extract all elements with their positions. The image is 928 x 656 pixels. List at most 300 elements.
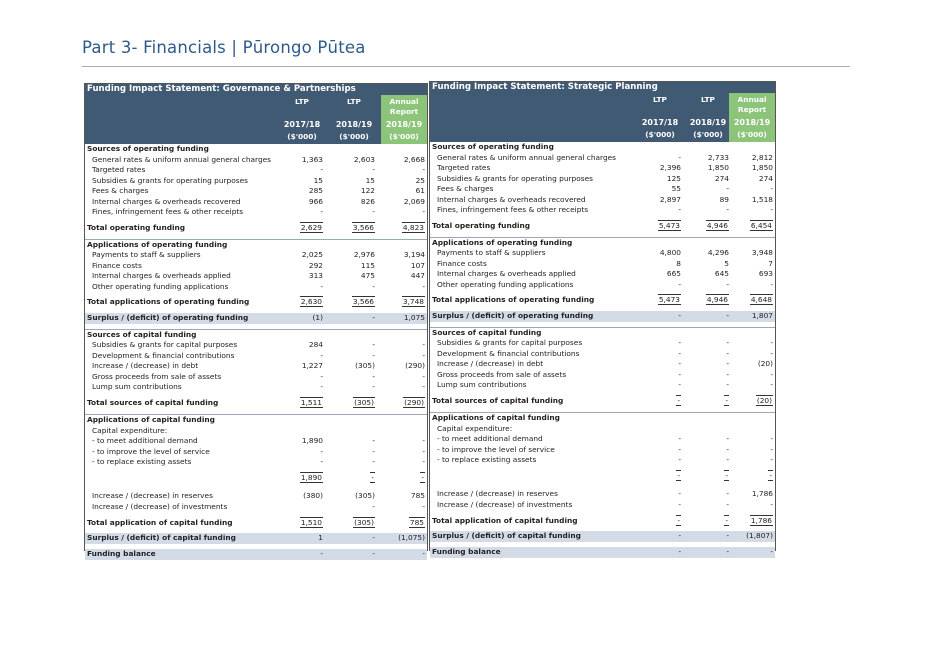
value-cell: - — [770, 348, 773, 358]
value-cell: - — [726, 455, 729, 465]
table-row — [430, 359, 775, 370]
row-label: Applications of operating funding — [432, 237, 573, 247]
value-cell: 2,603 — [353, 154, 375, 164]
table-row — [430, 349, 775, 360]
section-header-row — [85, 239, 427, 251]
value-cell: - — [372, 436, 375, 446]
value-cell: - — [372, 533, 375, 543]
value-cell: (305) — [355, 361, 375, 371]
value-cell: - — [770, 380, 773, 390]
value-cell: - — [422, 457, 425, 467]
table-row — [85, 491, 427, 502]
value-cell: 292 — [308, 260, 323, 270]
value-cell: 4,296 — [707, 248, 729, 258]
table-row — [85, 502, 427, 513]
table-row — [430, 370, 775, 381]
table-row — [85, 197, 427, 208]
row-label: Fines, infringement fees & other receipts — [437, 205, 589, 214]
column-ltp-2018: LTP 2018/19 ($'000) — [689, 95, 727, 139]
value-cell: 1,227 — [301, 361, 323, 371]
row-label: Total application of capital funding — [87, 517, 233, 527]
strategic-planning-funding-statement — [429, 81, 776, 557]
value-cell: 3,748 — [402, 297, 424, 307]
value-cell: - — [678, 279, 681, 289]
section-header-row — [85, 144, 427, 155]
value-cell: 5,473 — [658, 295, 680, 305]
value-cell: - — [372, 446, 375, 456]
summary-row — [430, 531, 775, 542]
value-cell: - — [678, 311, 681, 321]
value-cell: (290) — [405, 361, 425, 371]
value-cell: - — [320, 165, 323, 174]
row-label: Increase / (decrease) of investments — [92, 501, 228, 511]
value-cell: - — [372, 340, 375, 350]
row-label: Fines, infringement fees & other receipts — [92, 207, 244, 216]
table-row — [430, 445, 775, 456]
value-cell: 1,510 — [300, 517, 322, 527]
value-cell: (305) — [354, 398, 374, 408]
column-ltp-2017: LTP 2017/18 ($'000) — [283, 97, 321, 141]
value-cell: 285 — [308, 186, 323, 195]
value-cell: 2,976 — [353, 250, 375, 260]
value-cell: 1,786 — [750, 515, 772, 525]
row-label: Total operating funding — [432, 220, 531, 230]
value-cell: 2,629 — [300, 222, 322, 232]
row-label: Surplus / (deficit) of operating funding — [87, 313, 249, 323]
value-cell: 2,668 — [403, 154, 425, 164]
value-cell: - — [770, 369, 773, 379]
value-cell: 3,566 — [352, 222, 374, 232]
table-row — [430, 500, 775, 511]
value-cell: 1 — [318, 533, 323, 543]
row-label: Capital expenditure: — [92, 425, 168, 435]
value-cell: - — [678, 489, 681, 499]
table-row — [85, 351, 427, 362]
value-cell: 1,807 — [751, 311, 773, 321]
table-row — [85, 426, 427, 437]
column-ltp-2018: LTP 2018/19 ($'000) — [335, 97, 373, 141]
row-label: Lump sum contributions — [437, 380, 527, 390]
value-cell: - — [422, 165, 425, 174]
value-cell: 4,823 — [402, 222, 424, 232]
table-row — [85, 473, 427, 484]
value-cell: - — [677, 470, 680, 480]
section-header-row — [430, 142, 775, 153]
row-label: Surplus / (deficit) of operating funding — [432, 311, 594, 321]
row-label: Sources of operating funding — [432, 142, 554, 151]
value-cell: - — [726, 359, 729, 369]
table-row — [85, 340, 427, 351]
value-cell: 5 — [724, 258, 729, 268]
value-cell: 2,630 — [300, 297, 322, 307]
value-cell: - — [678, 338, 681, 348]
value-cell: (380) — [303, 491, 323, 501]
row-label: - to replace existing assets — [92, 457, 192, 467]
row-label: Subsidies & grants for operating purposes — [437, 173, 594, 183]
value-cell: (1,807) — [746, 531, 773, 541]
table-row — [85, 447, 427, 458]
row-label: Development & financial contributions — [437, 348, 580, 358]
value-cell: - — [678, 369, 681, 379]
value-cell: 1,850 — [707, 163, 729, 172]
value-cell: 15 — [365, 175, 375, 185]
value-cell: - — [372, 281, 375, 291]
statement-title: Funding Impact Statement: Strategic Planning — [430, 82, 775, 93]
row-label: Funding balance — [87, 549, 156, 559]
value-cell: - — [372, 457, 375, 467]
value-cell: 2,396 — [659, 163, 681, 172]
value-cell: 3,948 — [751, 248, 773, 258]
row-label: Other operating funding applications — [92, 281, 229, 291]
value-cell: 115 — [360, 260, 375, 270]
value-cell: 1,890 — [301, 436, 323, 446]
value-cell: 826 — [360, 196, 375, 206]
table-row — [430, 455, 775, 466]
row-label: Subsidies & grants for capital purposes — [92, 340, 238, 350]
table-row — [85, 361, 427, 372]
total-row — [430, 221, 775, 232]
total-row — [85, 518, 427, 529]
row-label: Sources of operating funding — [87, 144, 209, 153]
value-cell: - — [320, 207, 323, 216]
row-label: Sources of capital funding — [432, 327, 542, 337]
row-label: Applications of operating funding — [87, 239, 228, 249]
total-row — [85, 398, 427, 409]
value-cell: - — [320, 446, 323, 456]
value-cell: - — [320, 457, 323, 467]
value-cell: 274 — [758, 173, 773, 183]
value-cell: 8 — [676, 258, 681, 268]
value-cell: - — [422, 382, 425, 392]
value-cell: - — [770, 338, 773, 348]
row-label: Total application of capital funding — [432, 515, 578, 525]
value-cell: - — [422, 350, 425, 360]
table-row — [430, 489, 775, 500]
value-cell: - — [320, 350, 323, 360]
table-row — [85, 250, 427, 261]
row-label: Development & financial contributions — [92, 350, 235, 360]
section-header-row — [430, 237, 775, 249]
table-row — [85, 155, 427, 166]
table-row — [430, 434, 775, 445]
row-label: Payments to staff & suppliers — [437, 248, 546, 258]
value-cell: 785 — [410, 491, 425, 501]
value-cell: - — [726, 369, 729, 379]
value-cell: - — [421, 472, 424, 482]
value-cell: 2,812 — [751, 152, 773, 162]
value-cell: - — [678, 455, 681, 465]
value-cell: - — [725, 396, 728, 406]
value-cell: - — [422, 281, 425, 291]
value-cell: - — [725, 470, 728, 480]
value-cell: - — [372, 371, 375, 381]
summary-row — [430, 547, 775, 558]
value-cell: - — [726, 444, 729, 454]
value-cell: - — [678, 531, 681, 541]
total-row — [430, 516, 775, 527]
value-cell: 313 — [308, 271, 323, 281]
table-row — [430, 424, 775, 435]
row-label: Increase / (decrease) in reserves — [92, 491, 213, 501]
row-label: Gross proceeds from sale of assets — [92, 371, 222, 381]
value-cell: - — [726, 547, 729, 557]
value-cell: - — [678, 434, 681, 444]
value-cell: 1,850 — [751, 163, 773, 172]
table-row — [85, 207, 427, 218]
value-cell: 5,473 — [658, 220, 680, 230]
value-cell: 966 — [308, 196, 323, 206]
row-label: Applications of capital funding — [87, 415, 215, 425]
value-cell: 6,454 — [750, 220, 772, 230]
value-cell: 1,890 — [300, 472, 322, 482]
value-cell: - — [371, 472, 374, 482]
value-cell: (1,075) — [398, 533, 425, 543]
value-cell: - — [320, 382, 323, 392]
row-label: Increase / (decrease) in debt — [92, 361, 199, 371]
row-label: Applications of capital funding — [432, 413, 560, 423]
value-cell: 25 — [415, 175, 425, 185]
row-label: Total applications of operating funding — [87, 297, 250, 307]
row-label: Internal charges & overheads recovered — [92, 196, 241, 206]
value-cell: 1,363 — [301, 154, 323, 164]
value-cell: - — [770, 184, 773, 193]
total-row — [430, 295, 775, 306]
section-header-row — [430, 412, 775, 424]
row-label: Lump sum contributions — [92, 382, 182, 392]
row-label: Internal charges & overheads recovered — [437, 194, 586, 204]
value-cell: (20) — [756, 396, 772, 406]
row-label: General rates & uniform annual general charges — [437, 152, 617, 162]
column-header — [85, 95, 427, 144]
table-row — [85, 436, 427, 447]
summary-row — [85, 533, 427, 544]
value-cell: - — [726, 489, 729, 499]
value-cell: - — [678, 359, 681, 369]
value-cell: 3,566 — [352, 297, 374, 307]
table-row — [85, 282, 427, 293]
value-cell: - — [422, 436, 425, 446]
value-cell: - — [726, 184, 729, 193]
row-label: Total sources of capital funding — [87, 398, 219, 408]
value-cell: - — [770, 444, 773, 454]
value-cell: 645 — [714, 269, 729, 279]
row-label: Internal charges & overheads applied — [92, 271, 231, 281]
value-cell: - — [769, 470, 772, 480]
value-cell: - — [726, 348, 729, 358]
value-cell: - — [770, 455, 773, 465]
value-cell: - — [422, 446, 425, 456]
value-cell: - — [372, 350, 375, 360]
value-cell: 4,946 — [706, 295, 728, 305]
row-label: Sources of capital funding — [87, 329, 197, 339]
row-label: Other operating funding applications — [437, 279, 574, 289]
value-cell: (305) — [355, 491, 375, 501]
column-header — [430, 93, 775, 142]
value-cell: (290) — [404, 398, 424, 408]
value-cell: 475 — [360, 271, 375, 281]
statement-rows — [85, 144, 427, 560]
value-cell: 1,075 — [403, 313, 425, 323]
value-cell: - — [372, 501, 375, 511]
column-annual-report-2018: Annual Report 2018/19 ($'000) — [381, 95, 427, 144]
value-cell: 1,518 — [751, 194, 773, 204]
statement-rows — [430, 142, 775, 558]
table-row — [85, 176, 427, 187]
table-row — [430, 471, 775, 482]
table-row — [430, 153, 775, 164]
row-label: Surplus / (deficit) of capital funding — [432, 531, 581, 541]
table-row — [430, 380, 775, 391]
value-cell: 2,069 — [403, 196, 425, 206]
row-label: - to improve the level of service — [92, 446, 210, 456]
value-cell: - — [678, 205, 681, 214]
value-cell: 2,733 — [707, 152, 729, 162]
value-cell: - — [677, 396, 680, 406]
row-label: Finance costs — [437, 258, 487, 268]
page-title: Part 3- Financials | Pūrongo Pūtea — [82, 38, 366, 57]
row-label: - to meet additional demand — [92, 436, 198, 446]
value-cell: 7 — [768, 258, 773, 268]
value-cell: - — [770, 499, 773, 509]
row-label: - to improve the level of service — [437, 444, 555, 454]
value-cell: - — [770, 547, 773, 557]
value-cell: 125 — [666, 173, 681, 183]
table-row — [85, 382, 427, 393]
value-cell: - — [677, 515, 680, 525]
row-label: Targeted rates — [437, 163, 491, 172]
table-row — [430, 338, 775, 349]
row-label: Internal charges & overheads applied — [437, 269, 576, 279]
value-cell: - — [422, 501, 425, 511]
value-cell: - — [726, 531, 729, 541]
value-cell: 122 — [360, 186, 375, 195]
value-cell: - — [678, 348, 681, 358]
value-cell: 4,946 — [706, 220, 728, 230]
row-label: General rates & uniform annual general charges — [92, 154, 272, 164]
value-cell: 693 — [758, 269, 773, 279]
total-row — [85, 297, 427, 308]
table-row — [85, 372, 427, 383]
summary-row — [85, 549, 427, 560]
row-spacer — [85, 483, 427, 491]
section-header-row — [85, 414, 427, 426]
value-cell: - — [726, 311, 729, 321]
value-cell: 1,511 — [300, 398, 322, 408]
value-cell: - — [770, 279, 773, 289]
value-cell: - — [770, 434, 773, 444]
value-cell: - — [726, 434, 729, 444]
row-label: Capital expenditure: — [437, 423, 513, 433]
row-label: Total applications of operating funding — [432, 295, 595, 305]
table-row — [430, 174, 775, 185]
value-cell: - — [678, 547, 681, 557]
value-cell: - — [372, 313, 375, 323]
value-cell: - — [372, 165, 375, 174]
total-row — [430, 396, 775, 407]
value-cell: - — [372, 382, 375, 392]
value-cell: 447 — [410, 271, 425, 281]
value-cell: 284 — [308, 340, 323, 350]
value-cell: 2,897 — [659, 194, 681, 204]
row-label: Finance costs — [92, 260, 142, 270]
table-row — [430, 259, 775, 270]
table-row — [430, 280, 775, 291]
value-cell: - — [372, 207, 375, 216]
table-row — [85, 261, 427, 272]
row-label: Gross proceeds from sale of assets — [437, 369, 567, 379]
value-cell: 89 — [719, 194, 729, 204]
value-cell: 785 — [409, 517, 424, 527]
row-label: - to replace existing assets — [437, 455, 537, 465]
table-row — [430, 248, 775, 259]
value-cell: (1) — [312, 313, 323, 323]
row-label: Surplus / (deficit) of capital funding — [87, 533, 236, 543]
row-label: Subsidies & grants for operating purposes — [92, 175, 249, 185]
value-cell: - — [726, 380, 729, 390]
row-label: Fees & charges — [92, 186, 149, 195]
table-row — [430, 205, 775, 216]
column-ltp-2017: LTP 2017/18 ($'000) — [641, 95, 679, 139]
value-cell: - — [726, 338, 729, 348]
total-row — [85, 223, 427, 234]
value-cell: - — [678, 499, 681, 509]
value-cell: - — [725, 515, 728, 525]
summary-row — [430, 311, 775, 322]
row-spacer — [430, 481, 775, 489]
row-label: Increase / (decrease) in debt — [437, 359, 544, 369]
value-cell: (20) — [757, 359, 773, 369]
governance-funding-statement — [84, 83, 428, 559]
row-label: Fees & charges — [437, 184, 494, 193]
value-cell: (305) — [354, 517, 374, 527]
column-annual-report-2018: Annual Report 2018/19 ($'000) — [729, 93, 775, 142]
section-header-row — [430, 327, 775, 339]
value-cell: - — [726, 499, 729, 509]
value-cell: - — [320, 371, 323, 381]
value-cell: 1,786 — [751, 489, 773, 499]
title-divider — [82, 66, 850, 67]
row-label: Total sources of capital funding — [432, 396, 564, 406]
table-row — [430, 269, 775, 280]
value-cell: 2,025 — [301, 250, 323, 260]
row-label: - to meet additional demand — [437, 434, 543, 444]
row-label: Total operating funding — [87, 222, 186, 232]
value-cell: 274 — [714, 173, 729, 183]
statement-title: Funding Impact Statement: Governance & Partnerships — [85, 84, 427, 95]
value-cell: - — [320, 281, 323, 291]
table-row — [85, 271, 427, 282]
row-label: Increase / (decrease) of investments — [437, 499, 573, 509]
row-label: Targeted rates — [92, 165, 146, 174]
value-cell: 107 — [410, 260, 425, 270]
row-label: Subsidies & grants for capital purposes — [437, 338, 583, 348]
value-cell: 4,800 — [659, 248, 681, 258]
value-cell: - — [422, 340, 425, 350]
value-cell: - — [678, 380, 681, 390]
row-label: Increase / (decrease) in reserves — [437, 489, 558, 499]
value-cell: 3,194 — [403, 250, 425, 260]
value-cell: - — [422, 371, 425, 381]
row-label: Funding balance — [432, 547, 501, 557]
value-cell: - — [372, 549, 375, 559]
table-row — [430, 184, 775, 195]
value-cell: - — [726, 279, 729, 289]
table-row — [85, 165, 427, 176]
value-cell: 665 — [666, 269, 681, 279]
value-cell: - — [422, 207, 425, 216]
value-cell: - — [678, 444, 681, 454]
row-label: Payments to staff & suppliers — [92, 250, 201, 260]
